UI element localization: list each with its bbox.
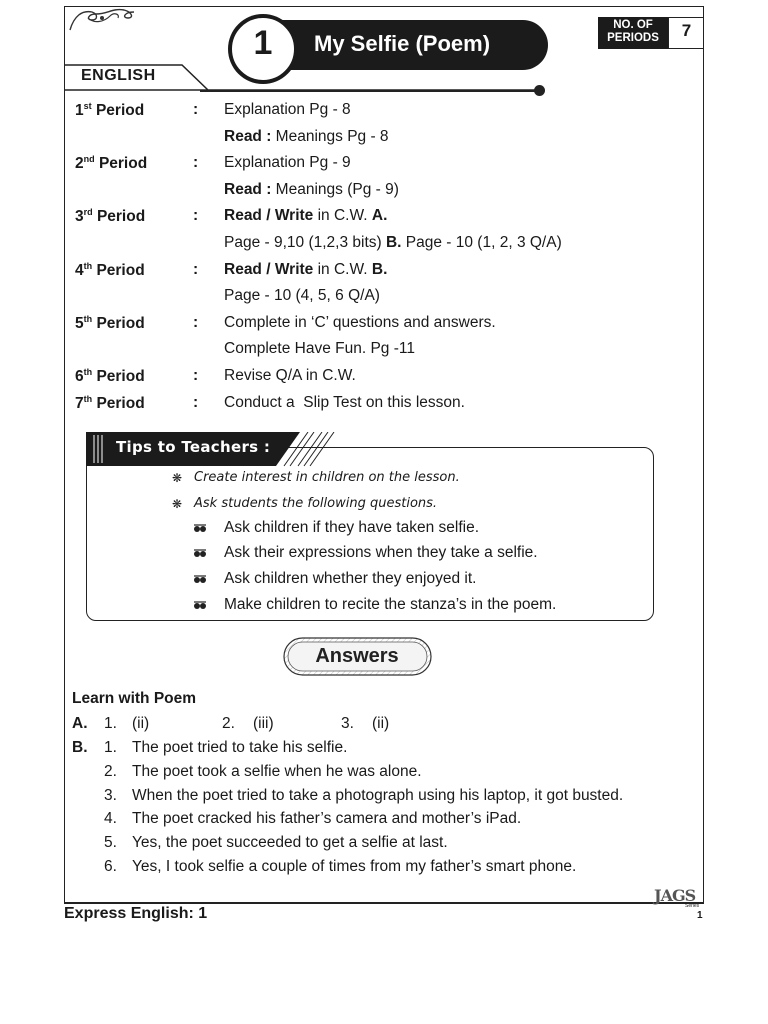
asterisk-bullet-icon: ❋ [172,471,183,485]
answer-number: 2. [104,762,117,780]
answer-number: 6. [104,858,117,875]
answer-number: 5. [104,834,117,852]
period-colon: : [193,154,199,172]
period-text: Complete Have Fun. Pg -11 [224,340,415,358]
period-colon: : [193,207,199,225]
book-title: Express English: 1 [64,905,208,922]
period-label: 7th Period [75,393,145,412]
period-label: 6th Period [75,367,145,386]
answer-number: 1. [104,715,117,732]
answers-heading: Answers [315,645,399,667]
page-title: My Selfie (Poem) [314,31,491,56]
tip-text: Ask students the following questions. [194,496,438,511]
periods-count: 7 [681,21,692,40]
period-label: 2nd Period [75,154,148,173]
answer-text: Yes, I took selfie a couple of times from my father’s smart phone. [132,858,577,875]
period-colon: : [193,260,199,278]
tip-item [172,495,182,513]
period-colon: : [193,393,199,411]
tip-sub-text: Ask children if they have taken selfie. [224,519,480,536]
tip-sub-text: Ask their expressions when they take a selfie. [224,544,538,561]
answer-text: When the poet tried to take a photograph using his laptop, it got busted. [132,786,624,804]
answer-value: (iii) [253,715,274,732]
publisher-logo-sub: Series [685,903,700,909]
subject-label: ENGLISH [81,67,156,84]
periods-label: NO. OF PERIODS [607,19,659,44]
double-dot-bullet-icon [193,598,207,616]
answer-text: Yes, the poet succeeded to get a selfie at last. [132,834,448,852]
tip-item [172,469,182,487]
answer-value: (ii) [132,715,150,732]
answer-text: The poet cracked his father’s camera and mother’s iPad. [132,810,522,828]
tips-header: Tips to Teachers : [116,438,271,456]
period-label: 3rd Period [75,207,146,226]
period-text: Revise Q/A in C.W. [224,367,356,384]
answer-text: The poet took a selfie when he was alone. [132,762,422,780]
chapter-number: 1 [253,24,273,62]
period-text: Explanation Pg - 8 [224,101,351,118]
answer-number: 4. [104,810,117,828]
period-label: 4th Period [75,260,145,279]
period-text: Explanation Pg - 9 [224,154,351,172]
tip-text: Create interest in children on the lesson. [194,470,460,485]
answer-value: (ii) [372,715,390,732]
period-text: Conduct a Slip Test on this lesson. [224,393,465,411]
publisher-logo: JAGS [654,886,696,905]
section-a-label: A. [72,715,88,732]
asterisk-bullet-icon: ❋ [172,497,183,511]
section-title: Learn with Poem [72,690,197,707]
double-dot-bullet-icon [193,572,207,590]
period-text: Read / Write in C.W. B. [224,260,388,278]
double-dot-bullet-icon [193,546,207,564]
answer-number: 2. [222,715,235,732]
double-dot-bullet-icon [193,521,207,539]
period-colon: : [193,367,199,384]
period-colon: : [193,101,199,118]
page-number: 1 [697,910,703,921]
period-text: Page - 10 (4, 5, 6 Q/A) [224,287,380,305]
answer-number: 3. [104,786,117,804]
answer-number: 3. [341,715,354,732]
period-text: Complete in ‘C’ questions and answers. [224,313,496,331]
period-text: Page - 9,10 (1,2,3 bits) B. Page - 10 (1, 2, 3 Q/A) [224,234,562,251]
period-text: Read : Meanings Pg - 8 [224,127,389,145]
answer-text: The poet tried to take his selfie. [132,739,348,756]
answer-number: 1. [104,739,117,756]
period-label: 5th Period [75,313,145,332]
corner-ornament-icon [68,6,140,32]
period-colon: : [193,313,199,331]
period-label: 1st Period [75,101,145,120]
section-b-label: B. [72,739,88,756]
period-text: Read : Meanings (Pg - 9) [224,180,399,198]
tip-sub-text: Make children to recite the stanza’s in the poem. [224,596,557,613]
period-text: Read / Write in C.W. A. [224,207,388,225]
tip-sub-text: Ask children whether they enjoyed it. [224,570,477,587]
